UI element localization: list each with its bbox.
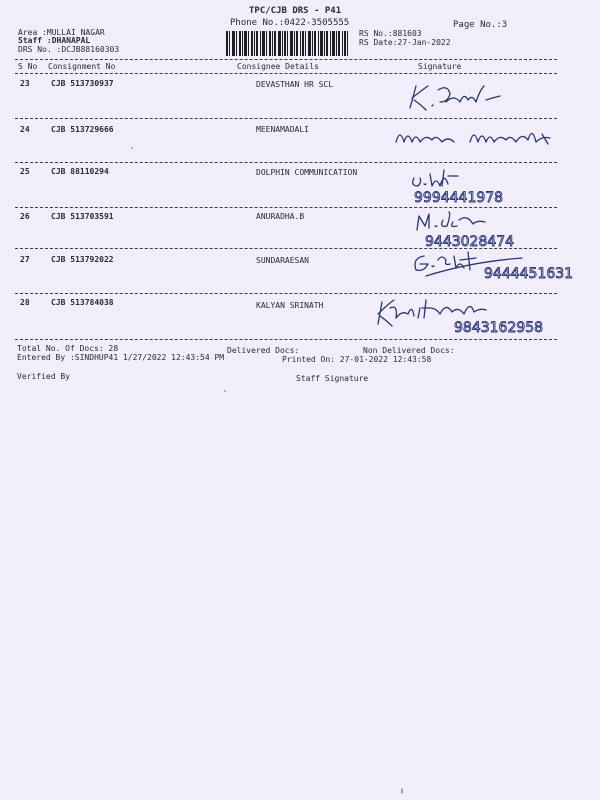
signature-row-24 xyxy=(392,124,567,154)
delivered-docs: Delivered Docs: xyxy=(227,346,300,355)
row-sno: 28 xyxy=(20,298,30,307)
row-sno: 27 xyxy=(20,255,30,264)
row-sno: 25 xyxy=(20,167,30,176)
row-consignee: ANURADHA.B xyxy=(256,212,305,221)
row-consignee: MEENAMADALI xyxy=(256,125,309,134)
row-sno: 24 xyxy=(20,125,30,134)
row-sno: 26 xyxy=(20,212,30,221)
staff-label: Staff :DHANAPAL xyxy=(18,36,91,45)
row-consignee: DOLPHIN COMMUNICATION xyxy=(256,168,358,177)
row-consignment-no: CJB 88110294 xyxy=(51,167,109,176)
signature-row-25 xyxy=(408,166,558,206)
entered-by: Entered By :SINDHUP41 1/27/2022 12:43:54 PM xyxy=(17,353,225,362)
column-signature: Signature xyxy=(418,62,462,71)
signature-row-28 xyxy=(368,294,558,336)
column-consignment: Consignment No xyxy=(48,62,116,71)
barcode-image xyxy=(226,31,348,56)
divider-line xyxy=(15,59,557,60)
row-consignment-no: CJB 513730937 xyxy=(51,79,114,88)
phone-number: Phone No.:0422-3505555 xyxy=(230,18,350,28)
printed-on: Printed On: 27-01-2022 12:43:58 xyxy=(282,355,432,364)
total-docs: Total No. Of Docs: 28 xyxy=(17,344,119,353)
signature-phone-row-28: 9843162958 xyxy=(454,320,544,336)
row-consignment-no: CJB 513792022 xyxy=(51,255,114,264)
drs-number: DRS No. :DCJB88160303 xyxy=(18,45,120,54)
scan-speck xyxy=(131,147,133,149)
row-consignee: KALYAN SRINATH xyxy=(256,301,324,310)
non-delivered-docs: Non Delivered Docs: xyxy=(363,346,455,355)
row-consignment-no: CJB 513729666 xyxy=(51,125,114,134)
row-consignment-no: CJB 513784038 xyxy=(51,298,114,307)
row-consignee: SUNDARAESAN xyxy=(256,256,309,265)
signature-phone-row-27: 9444451631 xyxy=(484,266,574,282)
page-number: Page No.:3 xyxy=(453,20,508,30)
row-sno: 23 xyxy=(20,79,30,88)
row-consignment-no: CJB 513703591 xyxy=(51,212,114,221)
signature-phone-row-25: 9994441978 xyxy=(414,190,504,206)
area-label: Area :MULLAI NAGAR xyxy=(18,28,105,37)
column-consignee: Consignee Details xyxy=(237,62,319,71)
scan-speck xyxy=(401,788,403,794)
signature-row-26 xyxy=(415,210,565,250)
verified-by: Verified By xyxy=(17,372,70,381)
row-divider xyxy=(15,162,557,163)
column-sno: S No xyxy=(18,62,38,71)
row-divider xyxy=(15,207,557,208)
rs-date: RS Date:27-Jan-2022 xyxy=(359,38,451,47)
row-divider xyxy=(15,339,557,340)
signature-row-27 xyxy=(410,248,574,288)
rs-number: RS No.:881603 xyxy=(359,29,422,38)
staff-signature: Staff Signature xyxy=(296,374,369,383)
document-title: TPC/CJB DRS - P41 xyxy=(249,6,342,16)
scan-speck xyxy=(224,390,226,392)
signature-phone-row-26: 9443028474 xyxy=(425,234,515,250)
row-consignee: DEVASTHAN HR SCL xyxy=(256,80,334,89)
signature-row-23 xyxy=(402,80,512,120)
divider-line xyxy=(15,73,557,74)
